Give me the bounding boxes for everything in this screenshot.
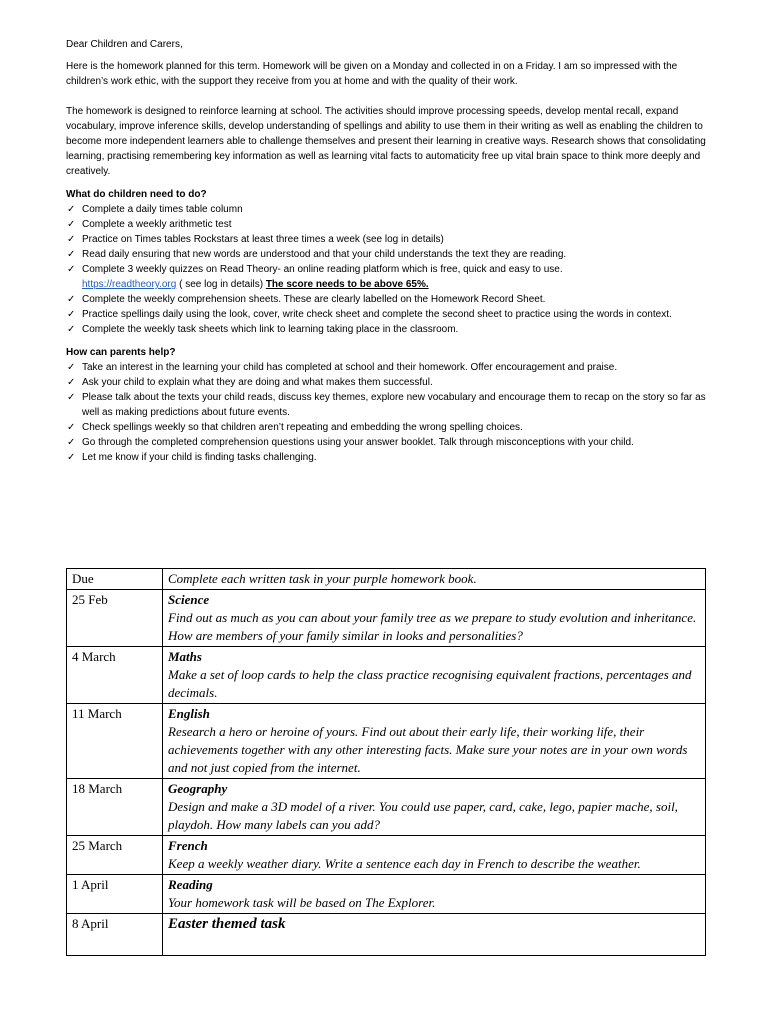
check-icon: ✓: [67, 249, 76, 260]
readtheory-link[interactable]: https://readtheory.org: [82, 279, 177, 290]
table-row: [67, 590, 706, 647]
subject-label: Maths: [168, 649, 202, 664]
table-row: [67, 875, 706, 914]
list-item: ✓ Complete a daily times table column: [67, 204, 243, 215]
check-icon: ✓: [67, 324, 76, 335]
task-description: Design and make a 3D model of a river. You could use paper, card, cake, lego, papier mache, soil, playdoh. How many labels can you add?: [168, 799, 678, 832]
due-date: 25 March: [67, 836, 163, 875]
list-item: ✓ Check spellings weekly so that children aren’t repeating and embedding the wrong spelling choices.: [67, 422, 523, 433]
task-description: Make a set of loop cards to help the class practice recognising equivalent fractions, percentages and decimals.: [168, 667, 692, 700]
subject-label: Easter themed task: [168, 916, 286, 932]
check-icon: ✓: [67, 204, 76, 215]
list-item: ✓ Please talk about the texts your child reads, discuss key themes, explore new vocabulary and encourage them to recap on the story so far as well as making predictions about future events.: [67, 392, 706, 418]
check-icon: ✓: [67, 294, 76, 305]
list-item: ✓ Ask your child to explain what they are doing and what makes them successful.: [67, 377, 433, 388]
list-item: ✓ Complete 3 weekly quizzes on Read Theory- an online reading platform which is free, quick and easy to use. https://readtheory.org ( see log in details) The score needs to be above 65%.: [67, 264, 563, 290]
parent-help-list: [66, 360, 706, 465]
purpose-paragraph: The homework is designed to reinforce learning at school. The activities should improve processing speeds, develop mental recall, expand vocabulary, improve inference skills, develop understanding of spellings and ability to use them in their writing as well as enabling the children to become more independent learners able to challenge themselves and present their learning in creative ways. Research shows that consolidating learning, practising remembering key information as well as learning vital facts to automaticity free up vital brain space to think more deeply and creatively.: [66, 106, 706, 177]
list-item: ✓ Complete the weekly comprehension sheets. These are clearly labelled on the Homework Record Sheet.: [67, 294, 546, 305]
subject-label: Reading: [168, 877, 213, 892]
task-cell: [163, 590, 706, 647]
task-cell: [163, 779, 706, 836]
due-date: 18 March: [67, 779, 163, 836]
due-date: 1 April: [67, 875, 163, 914]
check-icon: ✓: [67, 264, 76, 275]
table-row: [67, 647, 706, 704]
list-item: ✓ Practice on Times tables Rockstars at least three times a week (see log in details): [67, 234, 444, 245]
section-heading-children: What do children need to do?: [66, 189, 207, 200]
due-date: 8 April: [67, 914, 163, 956]
check-icon: ✓: [67, 437, 76, 448]
subject-label: Science: [168, 592, 210, 607]
check-icon: ✓: [67, 452, 76, 463]
children-task-list: [66, 202, 706, 337]
list-item: ✓ Read daily ensuring that new words are understood and that your child understands the text they are reading.: [67, 249, 567, 260]
list-item: ✓ Practice spellings daily using the look, cover, write check sheet and complete the second sheet to practice using the words in context.: [67, 309, 672, 320]
subject-label: French: [168, 838, 208, 853]
header-instruction: Complete each written task in your purple homework book.: [163, 569, 706, 590]
task-cell: [163, 836, 706, 875]
due-date: 11 March: [67, 704, 163, 779]
task-cell: [163, 914, 706, 956]
table-row: [67, 704, 706, 779]
task-cell: [163, 647, 706, 704]
task-description: Keep a weekly weather diary. Write a sentence each day in French to describe the weather.: [168, 856, 641, 871]
task-cell: [163, 875, 706, 914]
list-item: ✓ Take an interest in the learning your child has completed at school and their homework. Offer encouragement and praise.: [67, 362, 618, 373]
subject-label: Geography: [168, 781, 228, 796]
login-note: ( see log in details): [176, 279, 266, 290]
check-icon: ✓: [67, 377, 76, 388]
task-cell: [163, 704, 706, 779]
check-icon: ✓: [67, 309, 76, 320]
homework-table: [66, 568, 706, 956]
list-item: ✓ Complete a weekly arithmetic test: [67, 219, 232, 230]
greeting: Dear Children and Carers,: [66, 39, 183, 50]
table-header-row: [67, 569, 706, 590]
intro-paragraph: Here is the homework planned for this term. Homework will be given on a Monday and collected in on a Friday. I am so impressed with the children’s work ethic, with the support they receive from you at home and with the quality of their work.: [66, 61, 678, 87]
check-icon: ✓: [67, 234, 76, 245]
subject-label: English: [168, 706, 210, 721]
task-description: Research a hero or heroine of yours. Find out about their early life, their working life, their achievements together with any other interesting facts. Make sure your notes are in your own words and not just copied from the internet.: [168, 724, 688, 775]
table-row: [67, 836, 706, 875]
check-icon: ✓: [67, 422, 76, 433]
task-description: Your homework task will be based on The Explorer.: [168, 895, 436, 910]
due-date: 25 Feb: [67, 590, 163, 647]
task-description: Find out as much as you can about your family tree as we prepare to study evolution and inheritance. How are members of your family similar in looks and personalities?: [168, 610, 697, 643]
table-row: [67, 914, 706, 956]
list-item: ✓ Let me know if your child is finding tasks challenging.: [67, 452, 317, 463]
check-icon: ✓: [67, 219, 76, 230]
list-item: ✓ Go through the completed comprehension questions using your answer booklet. Talk through misconceptions with your child.: [67, 437, 634, 448]
letter: [66, 37, 706, 465]
score-note: The score needs to be above 65%.: [265, 279, 429, 290]
table-row: [67, 779, 706, 836]
check-icon: ✓: [67, 392, 76, 403]
check-icon: ✓: [67, 362, 76, 373]
list-item: ✓ Complete the weekly task sheets which link to learning taking place in the classroom.: [67, 324, 459, 335]
header-due: Due: [67, 569, 163, 590]
section-heading-parents: How can parents help?: [66, 347, 176, 358]
due-date: 4 March: [67, 647, 163, 704]
